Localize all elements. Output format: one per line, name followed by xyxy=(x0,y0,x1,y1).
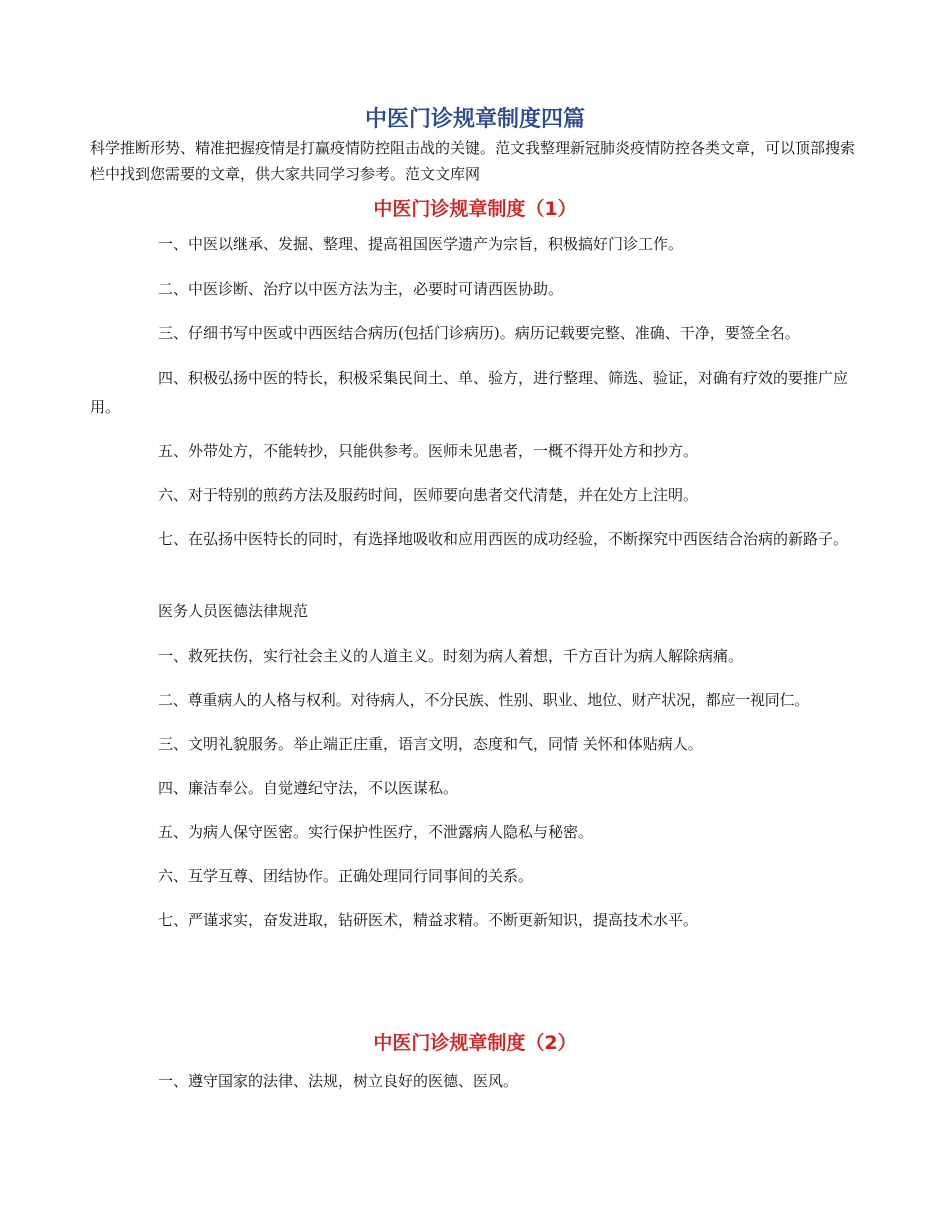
section-1-item-5: 五、外带处方，不能转抄，只能供参考。医师未见患者，一概不得开处方和抄方。 xyxy=(158,442,699,460)
section-1-item-7: 七、在弘扬中医特长的同时，有选择地吸收和应用西医的成功经验，不断探究中西医结合治病的新路子。 xyxy=(158,530,849,548)
ethics-item-3: 三、文明礼貌服务。举止端正庄重，语言文明，态度和气，同情 关怀和体贴病人。 xyxy=(158,735,703,753)
ethics-item-6: 六、互学互尊、团结协作。正确处理同行同事间的关系。 xyxy=(158,867,534,885)
ethics-item-4: 四、廉洁奉公。自觉遵纪守法，不以医谋私。 xyxy=(158,779,459,797)
intro-paragraph: 科学推断形势、精准把握疫情是打赢疫情防控阻击战的关键。范文我整理新冠肺炎疫情防控各类文章，可以顶部搜索栏中找到您需要的文章，供大家共同学习参考。范文文库网 xyxy=(90,139,856,183)
document-title: 中医门诊规章制度四篇 xyxy=(364,107,585,132)
section-1-item-2: 二、中医诊断、治疗以中医方法为主，必要时可请西医协助。 xyxy=(158,280,564,298)
section-2-heading: 中医门诊规章制度（2） xyxy=(373,1032,577,1054)
section-1-item-3: 三、仔细书写中医或中西医结合病历(包括门诊病历)。病历记载要完整、准确、干净，要签全名。 xyxy=(158,324,800,342)
ethics-item-5: 五、为病人保守医密。实行保护性医疗，不泄露病人隐私与秘密。 xyxy=(158,823,594,841)
section-1-heading: 中医门诊规章制度（1） xyxy=(373,198,577,220)
section-1-item-1: 一、中医以继承、发掘、整理、提高祖国医学遗产为宗旨，积极搞好门诊工作。 xyxy=(158,235,684,253)
ethics-item-2: 二、尊重病人的人格与权利。对待病人，不分民族、性别、职业、地位、财产状况，都应一视同仁。 xyxy=(158,691,810,709)
ethics-subheading: 医务人员医德法律规范 xyxy=(158,602,309,620)
section-2-item-1: 一、遵守国家的法律、法规，树立良好的医德、医风。 xyxy=(158,1072,519,1090)
ethics-item-1: 一、救死扶伤，实行社会主义的人道主义。时刻为病人着想，千方百计为病人解除病痛。 xyxy=(158,647,744,665)
section-1-item-6: 六、对于特别的煎药方法及服药时间，医师要向患者交代清楚，并在处方上注明。 xyxy=(158,486,699,504)
section-1-item-4: 四、积极弘扬中医的特长，积极采集民间土、单、验方，进行整理、筛选、验证，对确有疗效的要推广应用。 xyxy=(90,369,849,416)
ethics-item-7: 七、严谨求实，奋发进取，钻研医术，精益求精。不断更新知识，提高技术水平。 xyxy=(158,911,699,929)
